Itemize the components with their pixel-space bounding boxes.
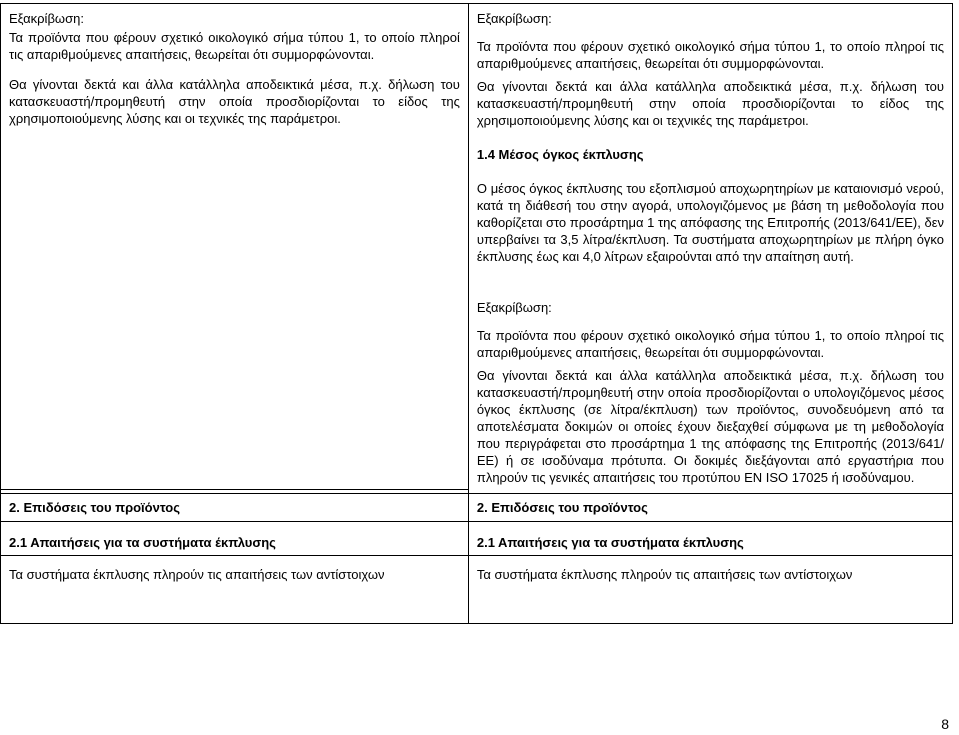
page-number: 8 xyxy=(941,716,949,732)
right-performance-heading: 2. Επιδόσεις του προϊόντος xyxy=(476,500,648,515)
left-performance-heading: 2. Επιδόσεις του προϊόντος xyxy=(9,500,180,515)
left-requirements-text-cell xyxy=(1,556,469,624)
requirements-text-row xyxy=(1,556,953,624)
performance-row xyxy=(1,494,953,522)
section-title: 1.4 Μέσος όγκος έκπλυσης xyxy=(476,147,644,162)
right-verification2-para1: Τα προϊόντα που φέρουν σχετικό οικολογικό σήμα τύπου 1, το οποίο πληροί τις απαριθμούμενες απαιτήσεις, θεωρείται ότι συμμορφώνονται. xyxy=(476,328,944,360)
right-verification2-para2: Θα γίνονται δεκτά και άλλα κατάλληλα αποδεικτικά μέσα, π.χ. δήλωση του κατασκευαστή/προμηθευτή στην οποία προσδιορίζονται ο υπολογιζόμενος μέσος όγκος έκπλυσης (σε λίτρα/έκπλυση) των προϊόντος, συνοδευόμενη από τα αποτελέσματα δοκιμών οι οποίες έχουν διεξαχθεί σύμφωνα με τη μεθοδολογία που περιγράφεται στο προσάρτημα 1 της απόφασης της Επιτροπής (2013/641/ΕΕ) ή σε ισοδύναμα πρότυπα. Οι δοκιμές διεξάγονται από εργαστήρια που πληρούν τις γενικές απαιτήσεις του προτύπου EN ISO 17025 ή ισοδύναμου. xyxy=(476,368,944,485)
right-requirements-text-cell xyxy=(468,556,952,624)
right-requirements-text: Τα συστήματα έκπλυσης πληρούν τις απαιτήσεις των αντίστοιχων xyxy=(476,567,853,582)
left-requirements-cell xyxy=(1,522,469,556)
right-verification-heading: Εξακρίβωση: xyxy=(476,11,552,26)
left-requirements-heading: 2.1 Απαιτήσεις για τα συστήματα έκπλυσης xyxy=(9,535,276,550)
left-verification-para1: Τα προϊόντα που φέρουν σχετικό οικολογικό σήμα τύπου 1, το οποίο πληροί τις απαριθμούμενες απαιτήσεις, θεωρείται ότι συμμορφώνονται. xyxy=(9,30,460,62)
left-verification-para2: Θα γίνονται δεκτά και άλλα κατάλληλα αποδεικτικά μέσα, π.χ. δήλωση του κατασκευαστή/προμηθευτή στην οποία προσδιορίζονται το είδος της χρησιμοποιούμενης λύσης και οι τεχνικές της παράμετροι. xyxy=(9,77,460,126)
requirements-row xyxy=(1,522,953,556)
left-requirements-text: Τα συστήματα έκπλυσης πληρούν τις απαιτήσεις των αντίστοιχων xyxy=(9,567,385,582)
right-verification2-heading: Εξακρίβωση: xyxy=(476,300,552,315)
right-main-cell xyxy=(468,4,952,494)
left-performance-cell xyxy=(1,494,469,522)
verification-row xyxy=(1,4,953,490)
comparison-table xyxy=(0,3,953,624)
right-verification-para1: Τα προϊόντα που φέρουν σχετικό οικολογικό σήμα τύπου 1, το οποίο πληροί τις απαριθμούμενες απαιτήσεις, θεωρείται ότι συμμορφώνονται. xyxy=(476,39,944,71)
left-verification-heading: Εξακρίβωση: xyxy=(9,11,84,26)
right-verification-para2: Θα γίνονται δεκτά και άλλα κατάλληλα αποδεικτικά μέσα, π.χ. δήλωση του κατασκευαστή/προμηθευτή στην οποία προσδιορίζονται το είδος της χρησιμοποιούμενης λύσης και οι τεχνικές της παράμετροι. xyxy=(476,79,944,128)
section-body: Ο μέσος όγκος έκπλυσης του εξοπλισμού αποχωρητηρίων με καταιονισμό νερού, κατά τη διάθεσή του στην αγορά, υπολογιζόμενος με βάση τη μεθοδολογία που καθορίζεται στο προσάρτημα 1 της απόφασης της Επιτροπής (2013/641/ΕΕ), δεν υπερβαίνει τα 3,5 λίτρα/έκπλυση. Τα συστήματα αποχωρητηρίων με πλήρη όγκο έκπλυσης έως και 4,0 λίτρων εξαιρούνται από την απαίτηση αυτή. xyxy=(476,181,944,264)
right-requirements-cell xyxy=(468,522,952,556)
right-performance-cell xyxy=(468,494,952,522)
right-requirements-heading: 2.1 Απαιτήσεις για τα συστήματα έκπλυσης xyxy=(476,535,744,550)
left-verification-cell xyxy=(1,4,469,490)
